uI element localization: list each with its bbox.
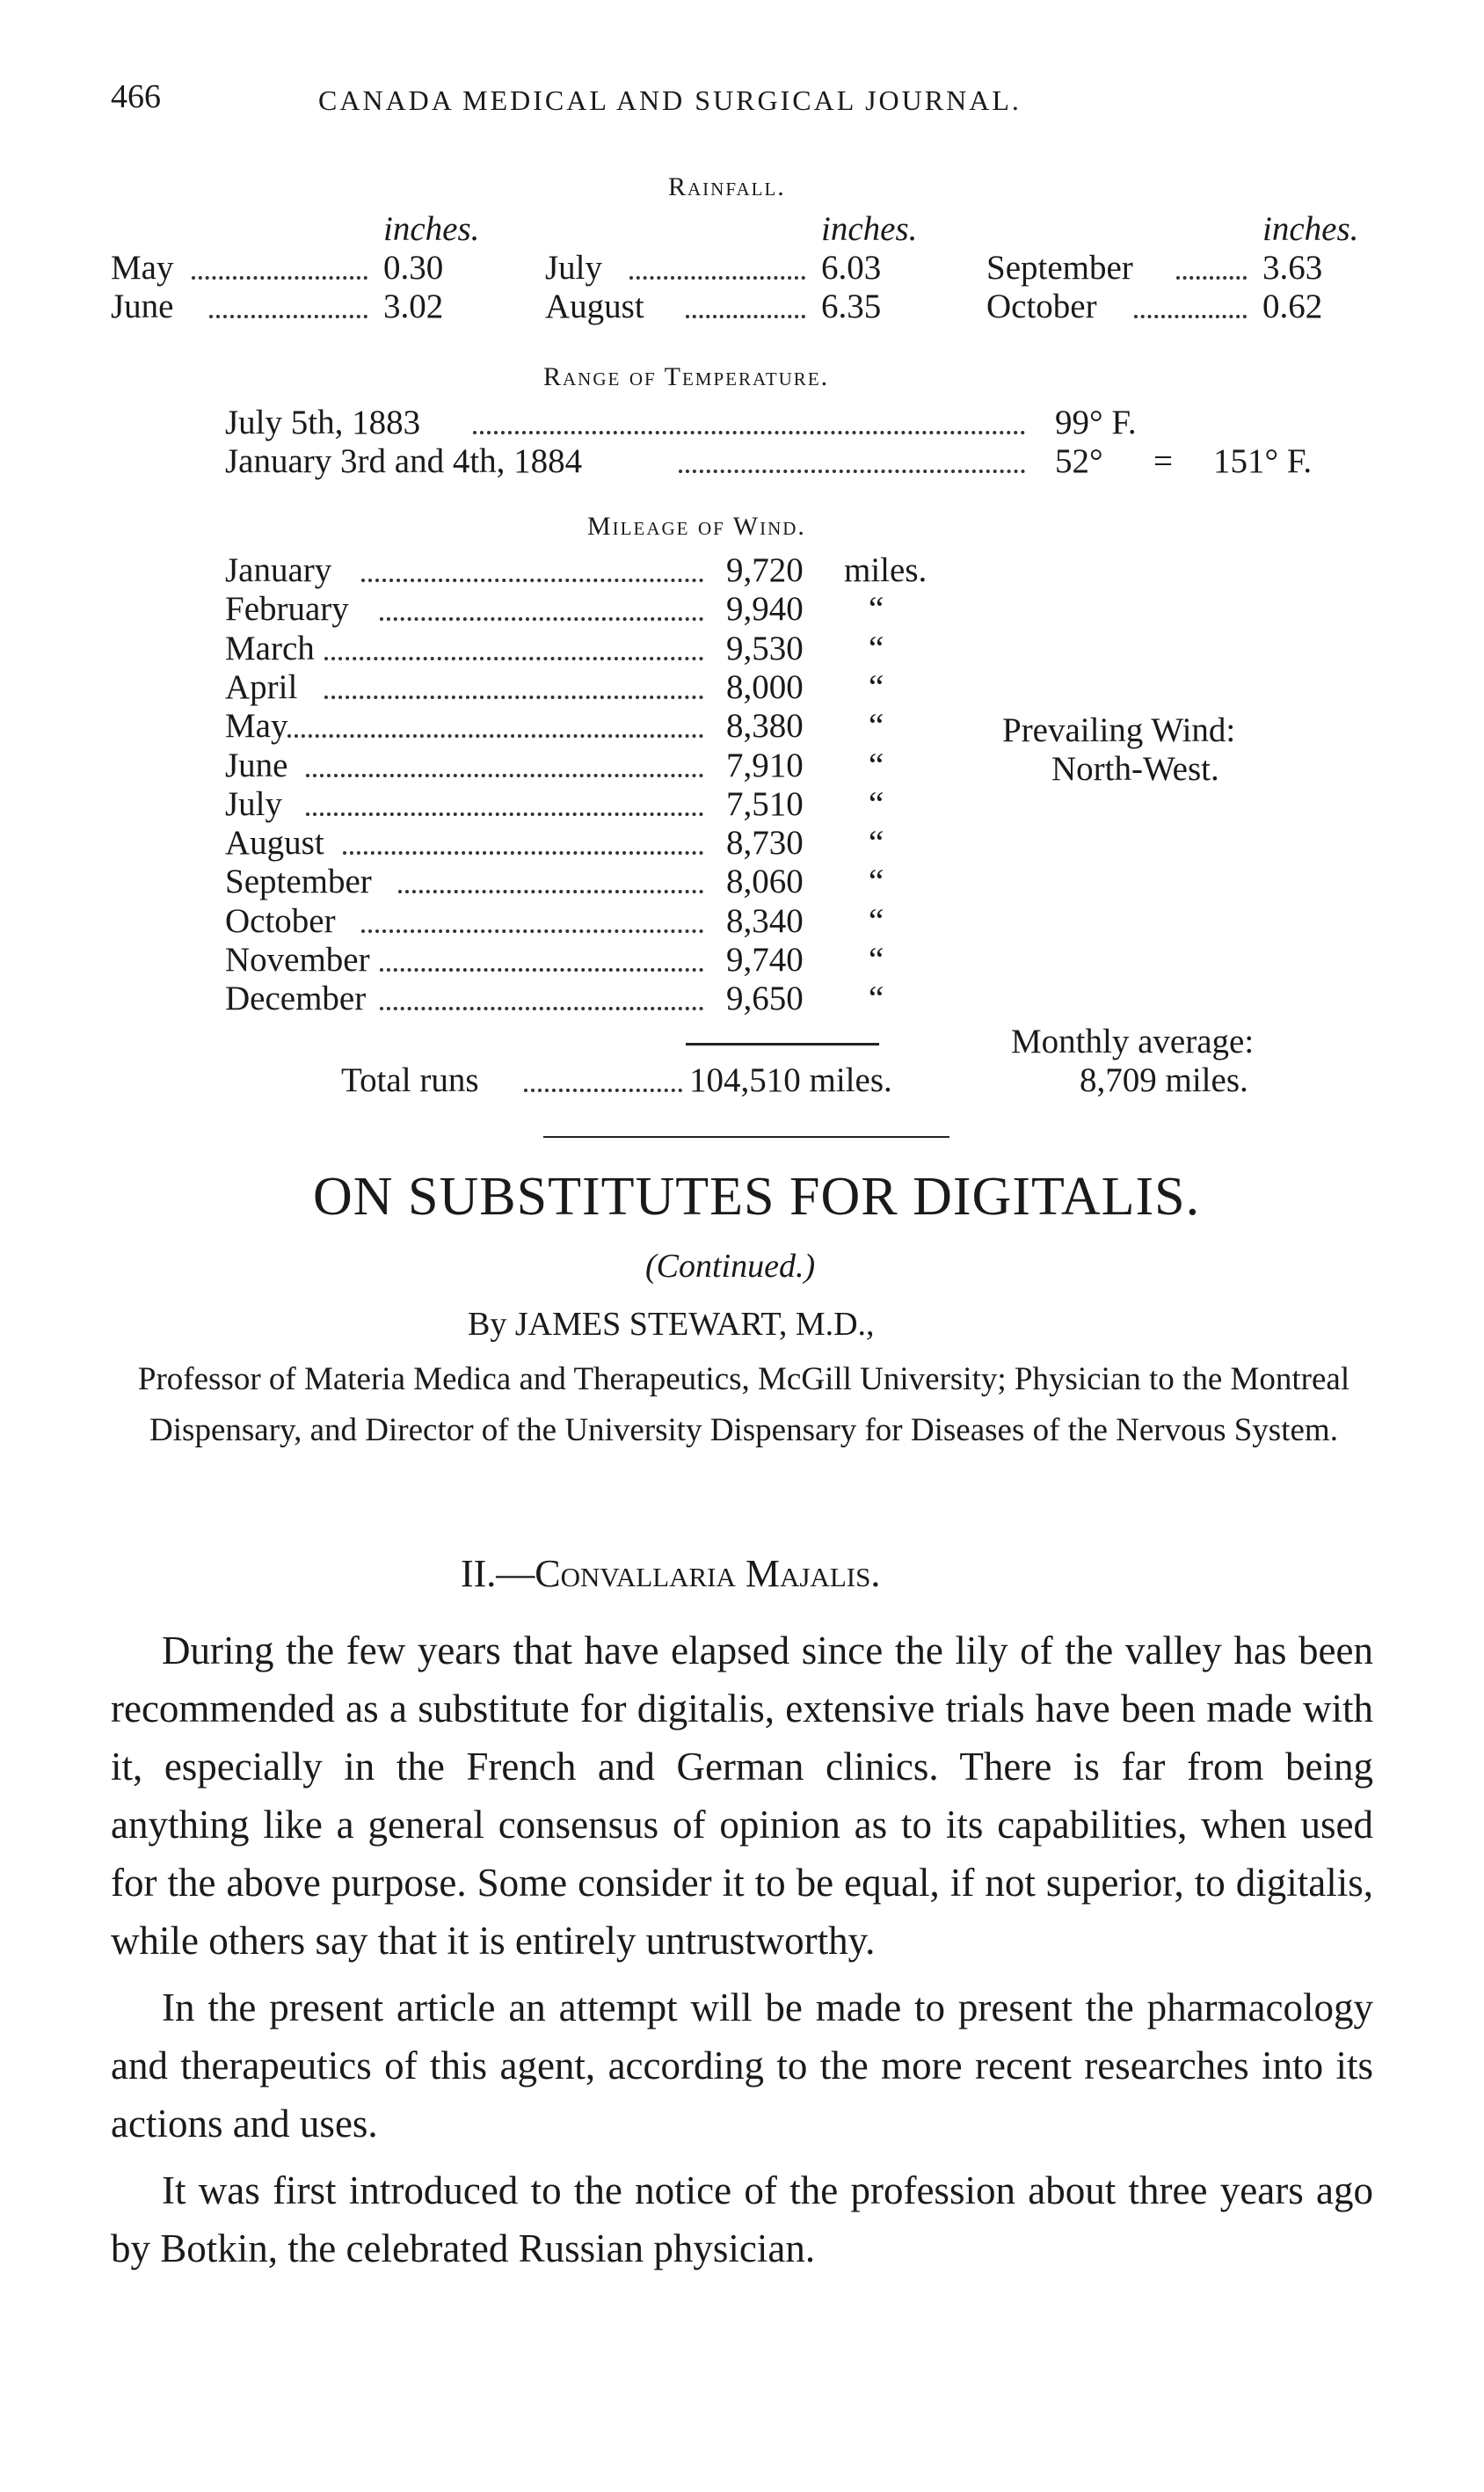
wind-month: January	[225, 551, 332, 589]
wind-unit: “	[869, 824, 884, 862]
wind-unit: “	[869, 941, 884, 979]
rainfall-month: September	[986, 249, 1133, 287]
dot-leader	[306, 812, 703, 816]
temperature-value: 52°	[1055, 442, 1103, 480]
temperature-title: Range of Temperature.	[543, 362, 830, 391]
wind-miles: 7,910	[726, 747, 804, 784]
wind-month: November	[225, 941, 370, 979]
article-byline: By JAMES STEWART, M.D.,	[468, 1306, 875, 1343]
dot-leader	[679, 470, 1025, 473]
dot-leader	[192, 276, 367, 280]
dot-leader	[343, 851, 703, 855]
wind-unit: “	[869, 707, 884, 745]
section-heading: II.—Convallaria Majalis.	[461, 1552, 881, 1595]
dot-leader	[324, 696, 703, 699]
dot-leader	[209, 315, 367, 318]
rainfall-month: October	[986, 288, 1097, 325]
wind-miles: 8,060	[726, 863, 804, 900]
wind-unit: “	[869, 863, 884, 900]
wind-unit: “	[869, 590, 884, 628]
prevailing-wind-value: North-West.	[1051, 750, 1219, 788]
article-title: ON SUBSTITUTES FOR DIGITALIS.	[313, 1167, 1201, 1227]
paragraph: It was first introduced to the notice of the profession about three years ago by Botkin, the celebrated Russian physician.	[111, 2168, 1373, 2270]
wind-miles: 8,730	[726, 824, 804, 862]
rainfall-value: 6.35	[821, 288, 882, 325]
dot-leader	[306, 774, 703, 777]
wind-miles: 7,510	[726, 785, 804, 823]
continued-note: (Continued.)	[645, 1248, 816, 1285]
dot-leader	[361, 579, 703, 582]
rainfall-month: July	[545, 249, 603, 287]
wind-unit: “	[869, 668, 884, 706]
dot-leader	[473, 431, 1025, 434]
wind-month: October	[225, 902, 336, 940]
rainfall-unit-col3: inches.	[1262, 210, 1359, 248]
total-label: Total runs	[341, 1061, 479, 1099]
paragraph: During the few years that have elapsed since the lily of the valley has been recommended as a substitute for digitalis, extensive trials have been made with it, especially in the French and German clinics. There is far from being anything like a general consensus of opinion as to its capabilities, when used for the above purpose. Some consider it to be equal, if not superior, to digitalis, while others say that it is entirely untrustworthy.	[111, 1629, 1373, 1963]
wind-unit: “	[869, 785, 884, 823]
dot-leader	[287, 734, 703, 738]
wind-month: August	[225, 824, 324, 862]
dot-leader	[1134, 315, 1247, 318]
monthly-average-label: Monthly average:	[1011, 1023, 1255, 1060]
equals-sign: =	[1153, 442, 1173, 480]
rainfall-value: 0.30	[383, 249, 444, 287]
dot-leader	[686, 315, 805, 318]
running-head: CANADA MEDICAL AND SURGICAL JOURNAL.	[318, 84, 1022, 116]
dot-leader	[380, 1007, 703, 1010]
wind-month: December	[225, 980, 367, 1017]
wind-miles: 8,340	[726, 902, 804, 940]
wind-miles: 8,380	[726, 707, 804, 745]
wind-miles: 8,000	[726, 668, 804, 706]
article-body	[111, 1621, 1373, 2277]
wind-unit: “	[869, 747, 884, 784]
paragraph: In the present article an attempt will be made to present the pharmacology and therapeutics of this agent, according to the more recent researches into its actions and uses.	[111, 1986, 1373, 2146]
wind-miles: 9,740	[726, 941, 804, 979]
rainfall-month: May	[111, 249, 174, 287]
rainfall-unit-col1: inches.	[383, 210, 480, 248]
wind-month: March	[225, 630, 315, 667]
dot-leader	[524, 1089, 682, 1092]
dot-leader	[629, 276, 805, 280]
wind-unit: “	[869, 630, 884, 667]
rainfall-value: 6.03	[821, 249, 882, 287]
temperature-date: January 3rd and 4th, 1884	[225, 442, 583, 480]
prevailing-wind-label: Prevailing Wind:	[1002, 711, 1236, 749]
rainfall-value: 0.62	[1262, 288, 1323, 325]
author-affiliation: Professor of Materia Medica and Therapeutics, McGill University; Physician to the Montreal Dispensary, and Director of the University Dispensary for Diseases of the Nervous System.	[137, 1361, 1350, 1448]
wind-month: July	[225, 785, 283, 823]
wind-miles: 9,940	[726, 590, 804, 628]
rainfall-value: 3.02	[383, 288, 444, 325]
wind-title: Mileage of Wind.	[587, 512, 806, 541]
temperature-date: July 5th, 1883	[225, 404, 421, 441]
dot-leader	[324, 657, 703, 660]
wind-month: May	[225, 707, 288, 745]
dot-leader	[1176, 276, 1247, 280]
wind-month: April	[225, 668, 298, 706]
total-rule	[686, 1043, 879, 1046]
dot-leader	[380, 968, 703, 972]
dot-leader	[380, 617, 703, 621]
wind-month: June	[225, 747, 288, 784]
wind-month: February	[225, 590, 349, 628]
wind-unit: miles.	[844, 551, 928, 589]
wind-unit: “	[869, 980, 884, 1017]
rainfall-month: August	[545, 288, 644, 325]
rainfall-month: June	[111, 288, 174, 325]
wind-miles: 9,530	[726, 630, 804, 667]
temperature-range: 151° F.	[1213, 442, 1313, 480]
page-number: 466	[111, 78, 161, 115]
rainfall-unit-col2: inches.	[821, 210, 918, 248]
dot-leader	[398, 890, 703, 893]
dot-leader	[361, 929, 703, 933]
rainfall-value: 3.63	[1262, 249, 1323, 287]
total-value: 104,510 miles.	[689, 1061, 892, 1099]
section-divider	[543, 1136, 949, 1138]
rainfall-title: Rainfall.	[668, 172, 786, 201]
wind-month: September	[225, 863, 372, 900]
temperature-value: 99° F.	[1055, 404, 1137, 441]
wind-unit: “	[869, 902, 884, 940]
wind-miles: 9,650	[726, 980, 804, 1017]
wind-miles: 9,720	[726, 551, 804, 589]
monthly-average-value: 8,709 miles.	[1080, 1061, 1248, 1099]
